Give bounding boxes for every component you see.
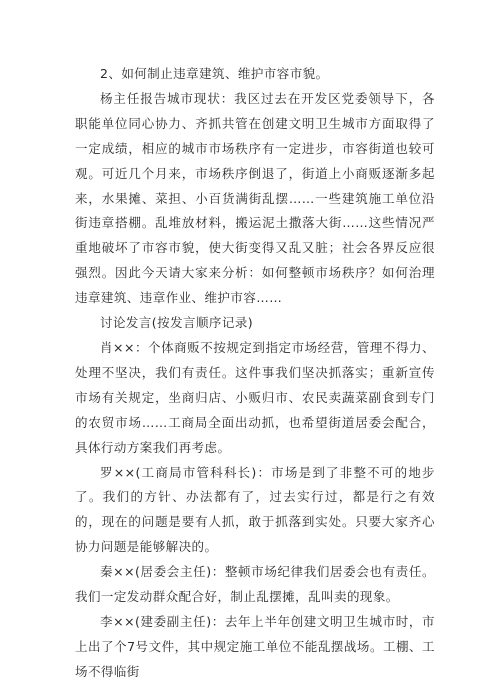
paragraph-discussion-heading: 讨论发言(按发言顺序记录) <box>100 315 254 331</box>
section-heading: 2、如何制止违章建筑、维护市容市貌。 <box>100 66 329 81</box>
document-body <box>75 62 435 685</box>
paragraph-xiao-speech: 肖××：个体商贩不按规定到指定市场经营，管理不得力、处理不坚决，我们有责任。这件事我们坚决抓落实；重新宣传市场有关规定，坐商归店、小贩归市、农民卖蔬菜副食到专门的农贸市场……工商局全面出动抓，也希望街道居委会配合，具体行动方案我们再考虑。 <box>75 339 435 455</box>
paragraph-city-status-report: 杨主任报告城市现状：我区过去在开发区党委领导下，各职能单位同心协力、齐抓共管在创建文明卫生城市方面取得了一定成绩，相应的城市市场秩序有一定进步，市容街道也较可观。可近几个月来，市场秩序倒退了，街道上小商贩逐渐多起来，水果摊、菜担、小百货满街乱摆……一些建筑施工单位沿街违章搭棚。乱堆放材料，搬运泥土撒落大街……这些情况严重地破坏了市容市貌，使大街变得又乱又脏；社会各界反应很强烈。因此今天请大家来分析：如何整顿市场秩序？如何治理违章建筑、违章作业、维护市容…… <box>75 90 435 306</box>
paragraph-li-speech: 李××(建委副主任)：去年上半年创建文明卫生城市时，市上出了个7号文件，其中规定施工单位不能乱摆战场。工棚、工场不得临街 <box>75 613 435 679</box>
paragraph-luo-speech: 罗××(工商局市管科科长)：市场是到了非整不可的地步了。我们的方针、办法都有了，过去实行过，都是行之有效的，现在的问题是要有人抓，敢于抓落到实处。只要大家齐心协力问题是能够解决的。 <box>75 464 435 555</box>
paragraph-qin-speech: 秦××(居委会主任)：整顿市场纪律我们居委会也有责任。我们一定发动群众配合好，制止乱摆摊，乱叫卖的现象。 <box>75 564 435 605</box>
